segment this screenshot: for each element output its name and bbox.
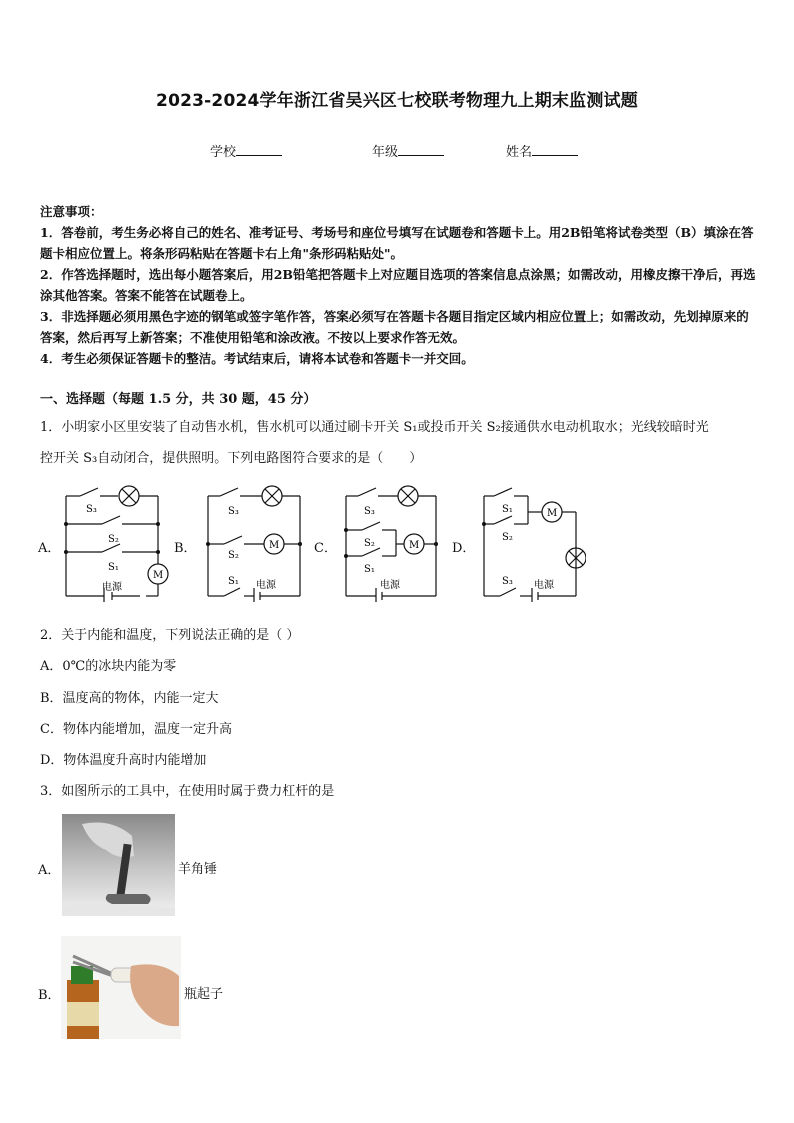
s2-label: S₂ — [228, 550, 239, 561]
motor-label: M — [547, 508, 558, 519]
s3-label: S₃ — [364, 506, 375, 517]
section-heading: 一、选择题（每题 1.5 分，共 30 题，45 分） — [40, 392, 317, 407]
q2-option-d: D．物体温度升高时内能增加 — [40, 753, 207, 768]
s2-label: S₂ — [108, 534, 119, 545]
q2-option-b: B．温度高的物体，内能一定大 — [40, 691, 219, 706]
s1-label: S₁ — [228, 576, 239, 587]
notice-heading: 注意事项： — [40, 204, 103, 219]
circuit-diagram-b — [200, 484, 310, 602]
q1-stem-line1: 1．小明家小区里安装了自动售水机，售水机可以通过刷卡开关 S₁或投币开关 S₂接通供水电动机取水；光线较暗时光 — [40, 420, 709, 435]
motor-label: M — [409, 540, 420, 551]
circuit-diagram-d — [476, 484, 586, 602]
q3-option-b-label: B． — [38, 988, 61, 1003]
q3-option-a-text: 羊角锤 — [178, 862, 218, 877]
q1-option-c-label: C． — [314, 541, 337, 556]
q1-stem-line2: 控开关 S₃自动闭合，提供照明。下列电路图符合要求的是（ ） — [40, 451, 423, 466]
school-field: 学校 — [210, 141, 282, 160]
q1-option-b-label: B． — [174, 541, 197, 556]
q3-stem: 3．如图所示的工具中，在使用时属于费力杠杆的是 — [40, 784, 335, 799]
q1-option-d-label: D． — [452, 541, 476, 556]
s3-label: S₃ — [228, 506, 239, 517]
q1-option-a-label: A． — [38, 541, 61, 556]
bottle-opener-image — [61, 936, 181, 1039]
notice-item: 2．作答选择题时，选出每小题答案后，用2B铅笔把答题卡上对应题目选项的答案信息点涂黑；如需改动，用橡皮擦干净后，再选涂其他答案。答案不能答在试题卷上。 — [40, 267, 756, 303]
s3-label: S₃ — [86, 504, 97, 515]
s1-label: S₁ — [364, 564, 375, 575]
notice-block — [40, 201, 760, 369]
q3-option-b-text: 瓶起子 — [184, 987, 224, 1002]
source-label: 电源 — [380, 580, 400, 591]
s2-label: S₂ — [364, 538, 375, 549]
name-field: 姓名 — [506, 141, 578, 160]
notice-item: 4．考生必须保证答题卡的整洁。考试结束后，请将本试卷和答题卡一并交回。 — [40, 351, 474, 366]
source-label: 电源 — [256, 580, 276, 591]
q2-stem: 2．关于内能和温度，下列说法正确的是（ ） — [40, 628, 300, 643]
s1-label: S₁ — [108, 562, 119, 573]
circuit-diagram-c — [340, 484, 450, 602]
q2-option-c: C．物体内能增加，温度一定升高 — [40, 722, 232, 737]
claw-hammer-image — [62, 814, 175, 916]
q3-option-a-label: A． — [38, 863, 61, 878]
notice-item: 3．非选择题必须用黑色字迹的钢笔或签字笔作答，答案必须写在答题卡各题目指定区域内相应位置上；如需改动，先划掉原来的答案，然后再写上新答案；不准使用铅笔和涂改液。不按以上要求作答无效。 — [40, 309, 749, 345]
grade-field: 年级 — [372, 141, 444, 160]
circuit-diagram-a — [60, 484, 180, 602]
page-title: 2023-2024学年浙江省吴兴区七校联考物理九上期末监测试题 — [156, 91, 638, 111]
s3-label: S₃ — [502, 576, 513, 587]
motor-label: M — [153, 570, 164, 581]
q2-option-a: A．0℃的冰块内能为零 — [40, 659, 177, 674]
s1-label: S₁ — [502, 504, 513, 515]
motor-label: M — [269, 540, 280, 551]
source-label: 电源 — [102, 582, 122, 593]
source-label: 电源 — [534, 580, 554, 591]
notice-item: 1．答卷前，考生务必将自己的姓名、准考证号、考场号和座位号填写在试题卷和答题卡上。用2B铅笔将试卷类型（B）填涂在答题卡相应位置上。将条形码粘贴在答题卡右上角"条形码粘贴处"。 — [40, 225, 754, 261]
s2-label: S₂ — [502, 532, 513, 543]
